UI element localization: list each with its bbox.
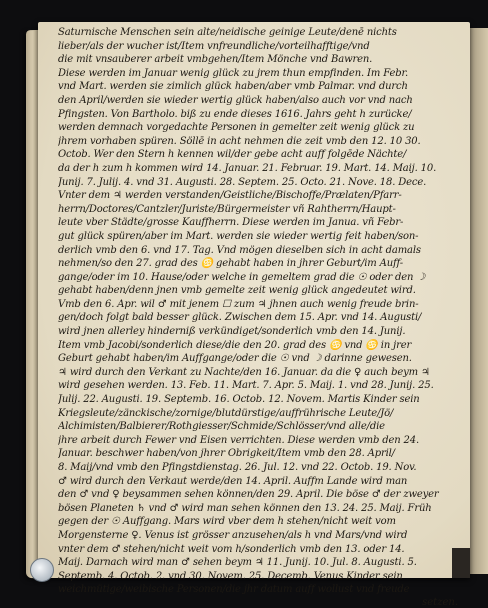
- text-line: Item vmb Jacobi/sonderlich diese/die den 20. grad des ♋ vnd ♋ in jrer: [58, 339, 412, 351]
- text-line: Junij. 7. Julij. 4. vnd 31. Augusti. 28. Septem. 25. Octo. 21. Nove. 18. Dece.: [58, 176, 427, 188]
- text-line: gange/oder im 10. Hause/oder welche in gemeltem grad die ☉ oder den ☽: [58, 271, 426, 283]
- text-line: Septemb. 4. Octob. 2. vnd 30. Novem. 25. Decemb. Venus Kinder sein: [58, 570, 403, 582]
- book-page: [38, 22, 470, 608]
- text-line: nehmen/so den 27. grad des ♋ gehabt haben in jhrer Geburt/im Auff-: [58, 258, 403, 270]
- text-line: Alchimisten/Balbierer/Rothgiesser/Schmide/Schlösser/vnd alle/die: [58, 421, 385, 433]
- page-text: [58, 26, 464, 608]
- text-line: lieber/als der wucher ist/Item vnfreundliche/vorteilhafftige/vnd: [58, 40, 370, 52]
- text-line: Octob. Wer den Stern h kennen wil/der gebe acht auff folgēde Nächte/: [58, 149, 407, 161]
- text-line: Pfingsten. Von Bartholo. biß zu ende dieses 1616. Jahrs geht h zurücke/: [58, 108, 412, 120]
- text-line: jhre arbeit durch Fewer vnd Eisen verrichten. Diese werden vmb den 24.: [58, 434, 420, 446]
- facing-page-edge: [470, 28, 488, 574]
- text-line: vnter dem ♂ stehen/nicht weit vom h/sonderlich vmb den 13. oder 14.: [58, 543, 405, 555]
- text-line: gehabt haben/denn jnen vmb gemelte zeit wenig glück angedeutet wird.: [58, 285, 416, 297]
- text-line: gegen der ☉ Auffgang. Mars wird vber dem h stehen/nicht weit vom: [58, 516, 396, 528]
- text-line: die mit vnsauberer arbeit vmbgehen/Item Mönche vnd Bawren.: [58, 54, 373, 66]
- text-line: gut glück spüren/aber im Mart. werden sie wieder wertig feit haben/son-: [58, 230, 419, 242]
- text-line: Vnter dem ♃ werden verstanden/Geistliche/Bischoffe/Prælaten/Pfarr-: [58, 190, 402, 202]
- text-line: derlich vmb den 6. vnd 17. Tag. Vnd mögen dieselben sich in acht damals: [58, 244, 421, 256]
- text-line: wird gesehen werden. 13. Feb. 11. Mart. 7. Apr. 5. Maij. 1. vnd 28. Junij. 25.: [58, 380, 434, 392]
- text-line: 8. Maij/vnd vmb den Pfingstdienstag. 26. Jul. 12. vnd 22. Octob. 19. Nov.: [58, 462, 417, 473]
- text-line: Saturnische Menschen sein alte/neidische geinige Leute/denē nichts: [58, 27, 397, 38]
- text-line: gen/doch folgt bald besser glück. Zwischen dem 15. Apr. vnd 14. Augusti/: [58, 312, 422, 324]
- page-corner: [452, 548, 470, 578]
- clip-icon: [30, 558, 54, 582]
- text-line: ♃ wird durch den Verkant zu Nachte/den 16. Januar. da die ♀ auch beym ♃: [58, 366, 430, 378]
- text-line: Julij. 22. Augusti. 19. Septemb. 16. Octob. 12. Novem. Martis Kinder sein: [58, 394, 420, 406]
- text-line: leute vber Städte/grosse Kauffherrn. Diese werden im Janua. vñ Febr-: [58, 217, 404, 229]
- text-line: Maij. Darnach wird man ♂ sehen beym ♃ 11. Junij. 10. Jul. 8. Augusti. 5.: [58, 557, 417, 569]
- text-line: werden demnach vorgedachte Personen in gemelter zeit wenig glück zu: [58, 122, 415, 134]
- text-line: Vmb den 6. Apr. wil ♂ mit jenem ☐ zum ♃ jhnen auch wenig freude brin-: [58, 298, 419, 310]
- text-line: jhrem vorhaben spüren. Söllē in acht nehmen die zeit vmb den 12. 10 30.: [58, 135, 421, 147]
- text-line: den April/werden sie wieder wertig glück haben/also auch vor vnd nach: [58, 94, 413, 106]
- text-line: da der h zum h kommen wird 14. Januar. 21. Februar. 19. Mart. 14. Maij. 10.: [58, 162, 437, 174]
- text-line: herrn/Doctores/Cantzler/Juriste/Bürgermeister vñ Rahtherrn/Haupt-: [58, 203, 396, 215]
- text-line: ♂ wird durch den Verkaut werde/den 14. April. Auffm Lande wird man: [58, 475, 408, 487]
- text-line: bösen Planeten ♄ vnd ♂ wird man sehen können den 13. 24. 25. Maij. Früh: [58, 502, 432, 514]
- text-line: Diese werden im Januar wenig glück zu jrem thun empfinden. Im Febr.: [58, 67, 409, 79]
- text-line: den ♂ vnd ♀ beysammen sehen können/den 29. April. Die böse ♂ der zweyer: [58, 489, 439, 501]
- text-line: wird jnen allerley hinderniß verkündiget/sonderlich vmb den 14. Junij.: [58, 326, 406, 338]
- text-line: Kriegsleute/zänckische/zornige/blutdürstige/auffrührische Leute/Jö/: [58, 407, 394, 419]
- text-line: weichmütige/weibische Personen/die jhr datum auff wollust vnd freude: [58, 584, 410, 596]
- text-line: Januar. beschwer haben/von jhrer Obrigkeit/Item vmb den 28. April/: [58, 448, 395, 460]
- text-line: Geburt gehabt haben/im Auffgange/oder die ☉ vnd ☽ darinne gewesen.: [58, 353, 412, 365]
- text-line: Morgensterne ♀. Venus ist grösser anzusehen/als h vnd Mars/vnd wird: [58, 529, 408, 541]
- text-line: vnd Mart. werden sie zimlich glück haben/aber vmb Palmar. vnd durch: [58, 81, 408, 93]
- catchword: setzen.: [422, 596, 458, 608]
